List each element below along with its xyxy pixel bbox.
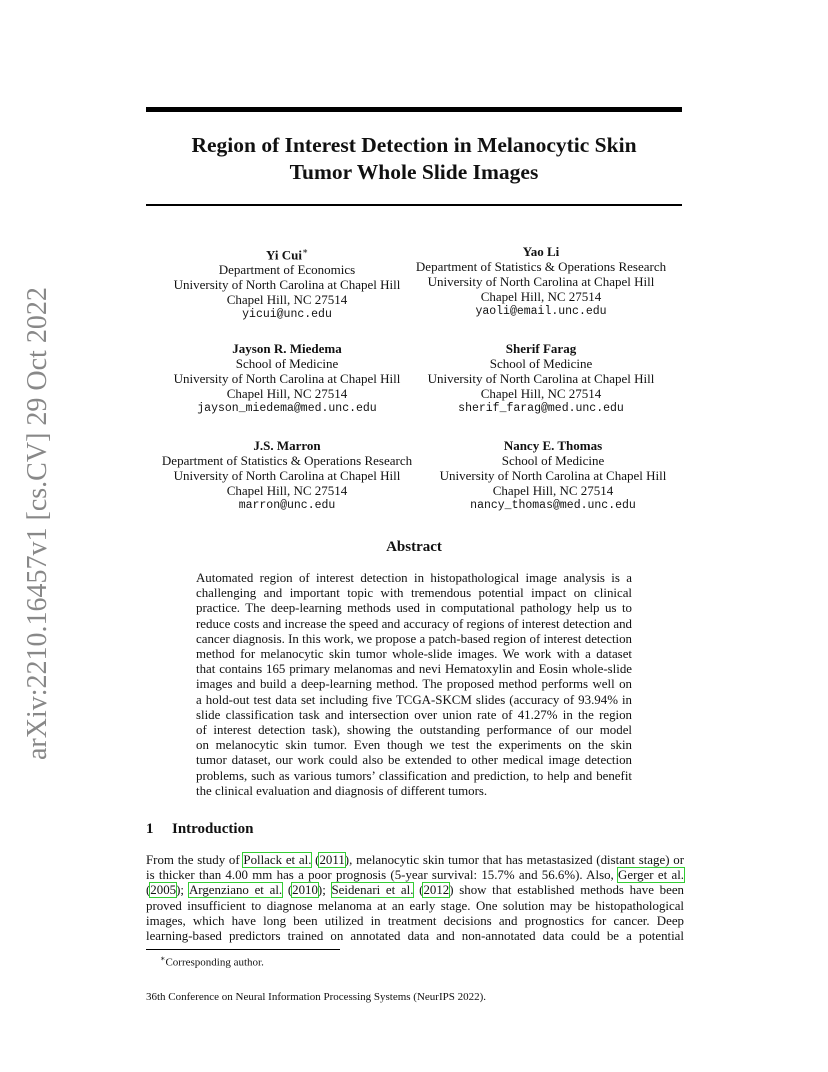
author-email: yicui@unc.edu — [242, 308, 332, 322]
citation-link[interactable]: Argenziano et al. — [188, 883, 283, 898]
author-block-3 — [142, 341, 432, 416]
intro-line: learning-based predictors trained on annotated data and non-annotated data could be a potential — [146, 929, 684, 944]
author-affiliation: University of North Carolina at Chapel Hill — [173, 468, 401, 483]
author-email: sherif_farag@med.unc.edu — [458, 402, 624, 415]
abstract-line: of interest detection task), showing the outstanding performance of our model — [196, 723, 632, 738]
author-block-4 — [396, 341, 686, 416]
intro-paragraph — [146, 853, 684, 944]
title-line-2: Tumor Whole Slide Images — [289, 160, 539, 184]
footnote-text: Corresponding author. — [165, 956, 264, 969]
abstract-line: tumor dataset, our work could also be extended to other medical image detection — [196, 753, 632, 768]
abstract-heading: Abstract — [386, 539, 442, 555]
author-block-2 — [396, 244, 686, 319]
author-dept: School of Medicine — [501, 453, 605, 468]
abstract-line: Automated region of interest detection in histopathological image analysis is a — [196, 571, 632, 585]
author-name: Yi Cui∗ — [265, 246, 309, 263]
author-affiliation: University of North Carolina at Chapel Hill — [439, 468, 667, 483]
intro-line: is thicker than 4.00 mm has a poor prognosis (5-year survival: 15.7% and 56.6%). Also, Gerger et al. — [146, 868, 684, 883]
intro-line: proved insufficient to diagnose melanoma at an early stage. One solution may be histopathological — [146, 898, 684, 913]
author-affiliation: University of North Carolina at Chapel Hill — [427, 371, 655, 386]
abstract-line: images and build a deep-learning method. The proposed method performs well on — [196, 677, 632, 692]
citation-link[interactable]: 2012 — [423, 883, 450, 898]
section-heading — [146, 820, 253, 838]
title-bottom-rule — [146, 204, 682, 206]
paper-title — [146, 132, 682, 186]
footnote-mark: ∗ — [160, 954, 166, 963]
section-title: Introduction — [172, 821, 254, 837]
author-affiliation: University of North Carolina at Chapel Hill — [173, 277, 401, 293]
author-dept: School of Medicine — [235, 356, 339, 371]
footnote — [160, 952, 264, 970]
author-affiliation: University of North Carolina at Chapel Hill — [173, 371, 401, 386]
abstract-line: on melanocytic skin tumor. Even though we test the experiments on the skin — [196, 738, 632, 753]
author-name: Nancy E. Thomas — [503, 438, 603, 453]
abstract-line: reduce costs and increase the speed and accuracy of regions of interest detection and — [196, 616, 632, 631]
abstract-line: problems, such as various tumors’ classification and prediction, to help and benefit — [196, 768, 632, 783]
title-line-1: Region of Interest Detection in Melanocytic Skin — [191, 133, 637, 157]
author-city: Chapel Hill, NC 27514 — [492, 483, 614, 498]
citation-link[interactable]: 2010 — [292, 883, 318, 898]
citation-link[interactable]: Gerger et al. — [618, 868, 684, 883]
citation-link[interactable]: Pollack et al. — [243, 853, 312, 867]
citation-link[interactable]: Seidenari et al. — [331, 883, 414, 898]
abstract-line: method for melanocytic skin tumor whole-slide images. We work with a dataset — [196, 647, 632, 662]
abstract-line: cancer diagnosis. In this work, we propose a patch-based region of interest detection — [196, 631, 632, 646]
citation-link[interactable]: 2011 — [319, 853, 345, 867]
author-email: yaoli@email.unc.edu — [475, 305, 607, 318]
conference-note: 36th Conference on Neural Information Processing Systems (NeurIPS 2022). — [146, 991, 487, 1003]
author-city: Chapel Hill, NC 27514 — [480, 386, 602, 401]
author-email: marron@unc.edu — [238, 499, 336, 512]
author-dept: Department of Statistics & Operations Research — [161, 453, 413, 468]
abstract-line: that contains 165 primary melanomas and nevi Hematoxylin and Eosin whole-slide — [196, 662, 632, 677]
author-email: jayson_miedema@med.unc.edu — [197, 402, 377, 415]
author-email: nancy_thomas@med.unc.edu — [470, 499, 636, 512]
author-dept: Department of Economics — [218, 262, 356, 278]
abstract-line: slide classification task and intersection over union rate of 41.27% in the region — [196, 707, 632, 722]
abstract-line: practice. The deep-learning methods used in computational pathology help us to — [196, 601, 632, 616]
section-number: 1 — [146, 821, 154, 837]
citation-link[interactable]: 2005 — [150, 883, 177, 898]
author-city: Chapel Hill, NC 27514 — [480, 289, 602, 304]
author-affiliation: University of North Carolina at Chapel Hill — [427, 274, 655, 289]
arxiv-stamp: arXiv:2210.16457v1 [cs.CV] 29 Oct 2022 — [22, 287, 53, 760]
abstract-body — [196, 571, 632, 799]
intro-line: images, which have long been utilized in treatment decisions and prognostics for cancer. Deep — [146, 913, 684, 928]
author-block-5 — [142, 438, 432, 513]
abstract-line: the clinical evaluation and diagnosis of different tumors. — [196, 783, 488, 798]
author-name: Jayson R. Miedema — [232, 341, 342, 356]
author-dept: Department of Statistics & Operations Research — [415, 259, 667, 274]
footnote-mark: ∗ — [301, 246, 309, 256]
author-city: Chapel Hill, NC 27514 — [226, 292, 348, 308]
abstract-line: a hold-out test data set including five TCGA-SKCM slides (accuracy of 93.94% in — [196, 692, 632, 707]
author-city: Chapel Hill, NC 27514 — [226, 483, 348, 498]
footnote-rule — [146, 949, 340, 950]
intro-line: (2005); Argenziano et al. (2010); Seidenari et al. (2012) show that established methods have been — [146, 883, 684, 898]
author-city: Chapel Hill, NC 27514 — [226, 386, 348, 401]
author-dept: School of Medicine — [489, 356, 593, 371]
author-block-1 — [142, 244, 432, 322]
title-top-rule — [146, 107, 682, 112]
author-block-6 — [408, 438, 698, 513]
intro-line: From the study of Pollack et al. (2011), melanocytic skin tumor that has metastasized (distant stage) or — [146, 853, 684, 867]
author-name: Sherif Farag — [505, 341, 577, 356]
author-name: J.S. Marron — [253, 438, 321, 453]
abstract-line: challenging and important topic with tremendous potential impact on clinical — [196, 586, 632, 601]
author-name: Yao Li — [522, 244, 560, 259]
